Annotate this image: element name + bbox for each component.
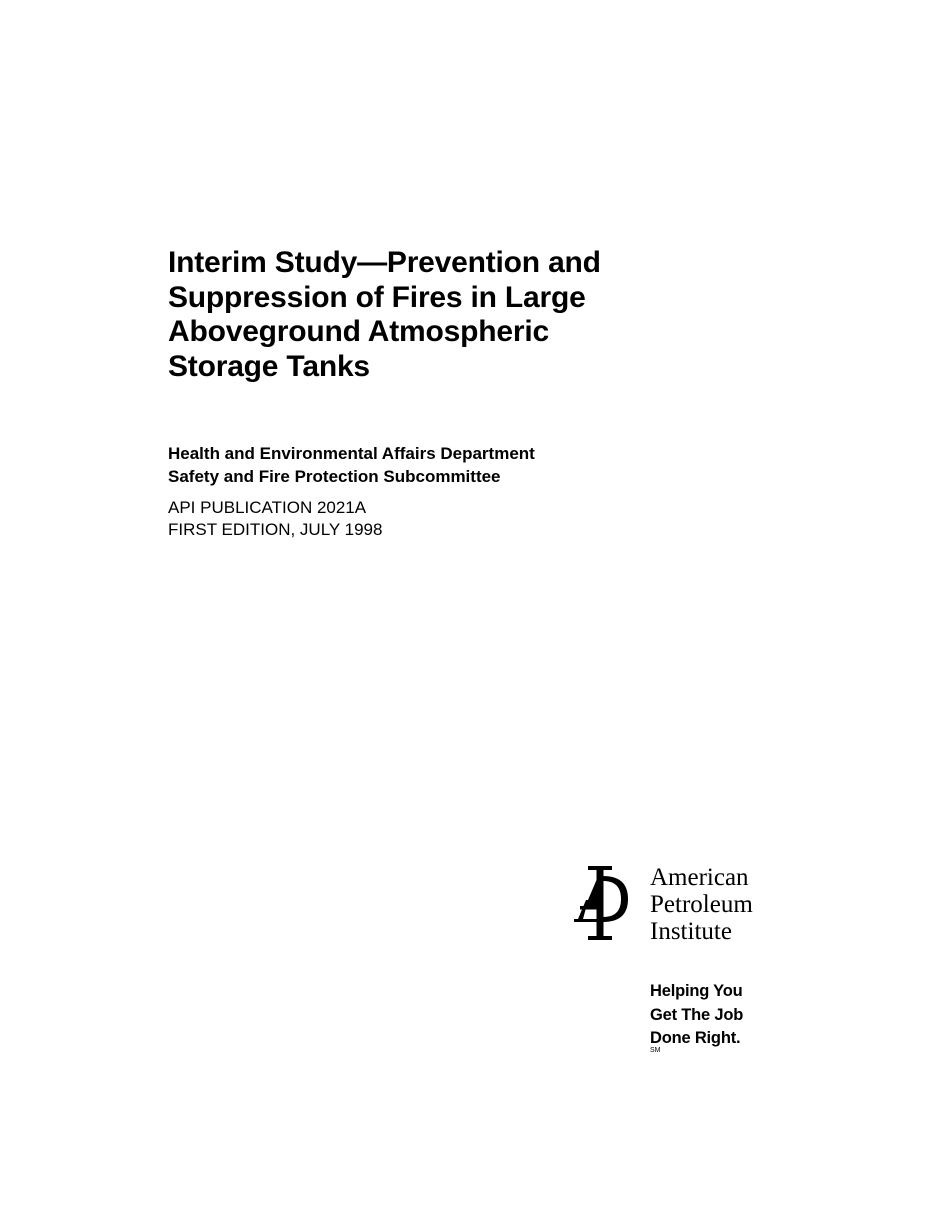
- edition-date: FIRST EDITION, JULY 1998: [168, 520, 383, 539]
- organization-name-line: American: [650, 864, 749, 891]
- publication-block: [168, 497, 382, 541]
- title-line: Storage Tanks: [168, 349, 370, 383]
- tagline-line: Get The Job: [650, 1005, 744, 1024]
- organization-name-line: Institute: [650, 918, 732, 945]
- tagline: [650, 980, 744, 1054]
- title-line: Suppression of Fires in Large: [168, 280, 586, 314]
- department-block: [168, 442, 535, 488]
- tagline-line-text: Done Right.: [650, 1029, 741, 1047]
- tagline-line: Helping You: [650, 982, 743, 1000]
- tagline-line-last: Done Right. SM: [650, 1027, 743, 1051]
- organization-name-line: Petroleum: [650, 891, 753, 918]
- api-monogram-icon: [572, 864, 632, 944]
- department-name: Health and Environmental Affairs Department: [168, 444, 535, 463]
- organization-name: [650, 864, 753, 945]
- subcommittee-name: Safety and Fire Protection Subcommittee: [168, 467, 501, 486]
- document-title: [168, 246, 601, 384]
- title-line: Aboveground Atmospheric: [168, 315, 549, 348]
- publication-number: API PUBLICATION 2021A: [168, 498, 367, 517]
- title-line: Interim Study—Prevention and: [168, 246, 601, 279]
